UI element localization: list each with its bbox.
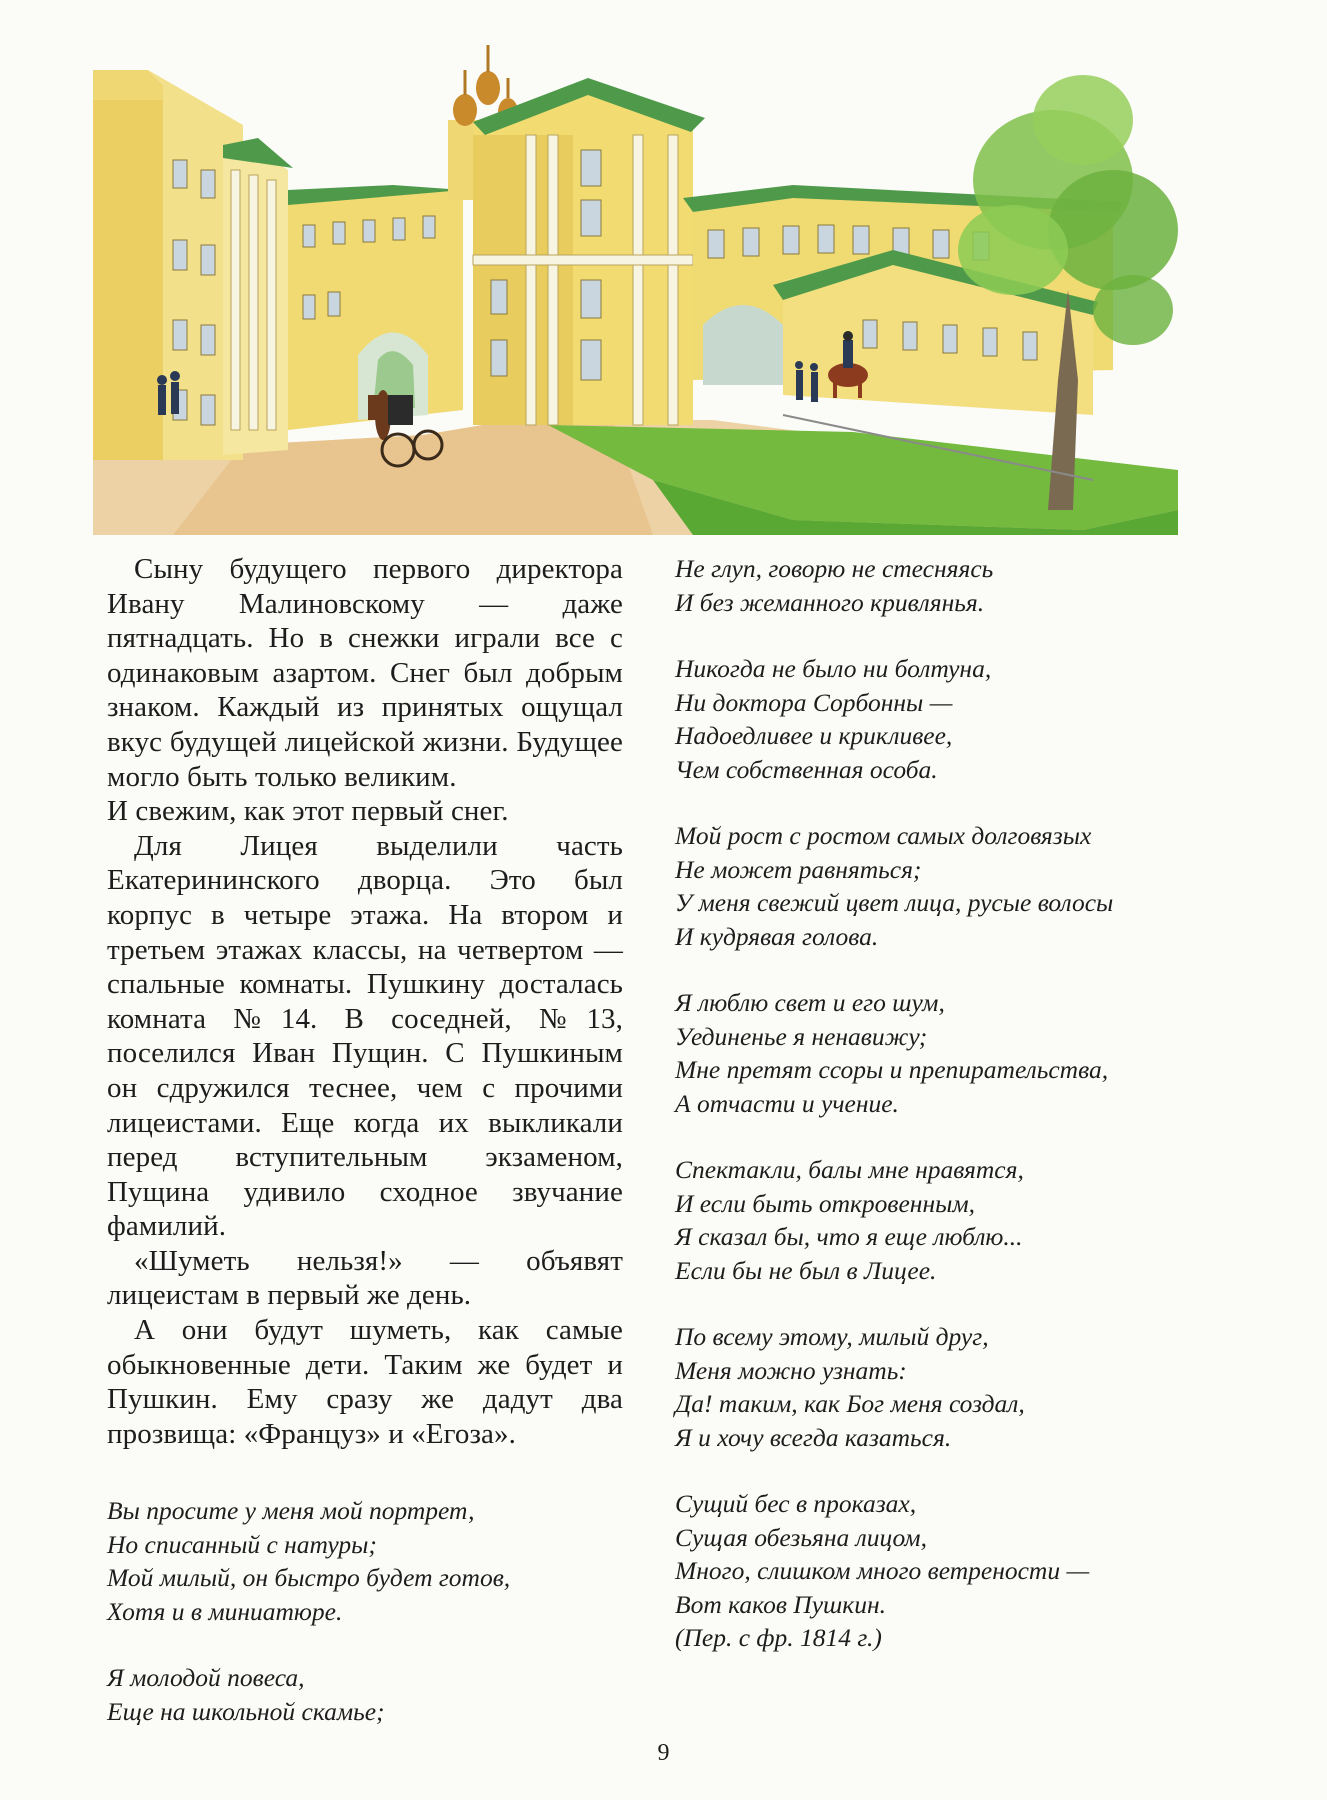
left-prose: [107, 552, 623, 1451]
verse-line: Мне претят ссоры и препирательства,: [675, 1055, 1109, 1084]
verse-line: Но списанный с натуры;: [107, 1529, 377, 1559]
poem-stanza: [675, 552, 1215, 619]
verse-line: И если быть откровенным,: [675, 1188, 976, 1218]
paragraph: Сыну будущего первого директора Ивану Малиновскому — даже пятнадцать. Но в снежки играли все с одинаковым азартом. Снег был добрым знаком. Каждый из принятых ощущал вкус будущей лицейской жизни. Будущее могло быть только великим.: [107, 553, 623, 793]
translation-note: (Пер. с фр. 1814 г.): [675, 1623, 882, 1652]
paragraph: И свежим, как этот первый снег.: [107, 795, 509, 828]
poem-stanza: [107, 1494, 623, 1628]
verse-line: Хотя и в миниатюре.: [107, 1596, 343, 1626]
verse-line: По всему этому, милый друг,: [675, 1322, 989, 1351]
poem-stanza: [675, 652, 1215, 786]
poem-stanza: [675, 1487, 1215, 1655]
verse-line: Вот каков Пушкин.: [675, 1589, 886, 1619]
poem-stanza: [675, 1153, 1215, 1287]
paragraph: Для Лицея выделили часть Екатерининского дворца. Это был корпус в четыре этажа. На втором и третьем этажах классы, на четвертом — спальные комнаты. Пушкину досталась комната №14. В соседней, №13, поселился Иван Пущин. С Пушкиным он сдружился теснее, чем с прочими лицеистами. Еще когда их выкликали перед вступительным экзаменом, Пущина удивило сходное звучание фамилий.: [107, 829, 623, 1243]
verse-line: Я сказал бы, что я еще люблю...: [675, 1222, 1023, 1251]
verse-line: Я люблю свет и его шум,: [675, 988, 945, 1017]
verse-line: Вы просите у меня мой портрет,: [107, 1496, 475, 1526]
verse-line: Уединенье я ненавижу;: [675, 1021, 928, 1051]
verse-line: Чем собственная особа.: [675, 754, 938, 784]
verse-line: Мой рост с ростом самых долговязых: [675, 821, 1092, 850]
verse-line: Сущая обезьяна лицом,: [675, 1522, 927, 1552]
lyceum-courtyard-illustration: [93, 40, 1178, 535]
paragraph: А они будут шуметь, как самые обыкновенные дети. Таким же будет и Пушкин. Ему сразу же дадут два прозвища: «Француз» и «Егоза».: [107, 1314, 623, 1450]
verse-line: И кудрявая голова.: [675, 921, 879, 951]
verse-line: Еще на школьной скамье;: [107, 1696, 385, 1726]
verse-line: Ни доктора Сорбонны —: [675, 687, 953, 717]
left-column: [107, 552, 623, 1728]
verse-line: Я и хочу всегда казаться.: [675, 1422, 952, 1452]
verse-line: Не глуп, говорю не стесняясь: [675, 554, 994, 583]
poem-stanza: [675, 986, 1215, 1120]
verse-line: Много, слишком много ветрености —: [675, 1556, 1090, 1585]
poem-stanza: [675, 1320, 1215, 1454]
paragraph: «Шуметь нельзя!» — объявят лицеистам в первый же день.: [107, 1244, 623, 1312]
verse-line: Надоедливее и крикливее,: [675, 721, 953, 750]
poem-stanza: [675, 819, 1215, 953]
poem-stanza: [107, 1661, 623, 1728]
verse-line: Спектакли, балы мне нравятся,: [675, 1155, 1024, 1184]
verse-line: Не может равняться;: [675, 854, 922, 884]
right-column: [675, 552, 1215, 1655]
verse-line: Я молодой повеса,: [107, 1663, 305, 1693]
verse-line: А отчасти и учение.: [675, 1088, 899, 1118]
verse-line: Меня можно узнать:: [675, 1355, 907, 1385]
verse-line: Никогда не было ни болтуна,: [675, 654, 992, 683]
verse-line: Сущий бес в проказах,: [675, 1489, 917, 1518]
verse-line: Да! таким, как Бог меня создал,: [675, 1389, 1025, 1418]
verse-line: И без жеманного кривлянья.: [675, 587, 985, 617]
page-number: 9: [657, 1740, 670, 1766]
verse-line: Если бы не был в Лицее.: [675, 1255, 937, 1285]
verse-line: Мой милый, он быстро будет готов,: [107, 1563, 511, 1593]
verse-line: У меня свежий цвет лица, русые волосы: [675, 888, 1114, 917]
